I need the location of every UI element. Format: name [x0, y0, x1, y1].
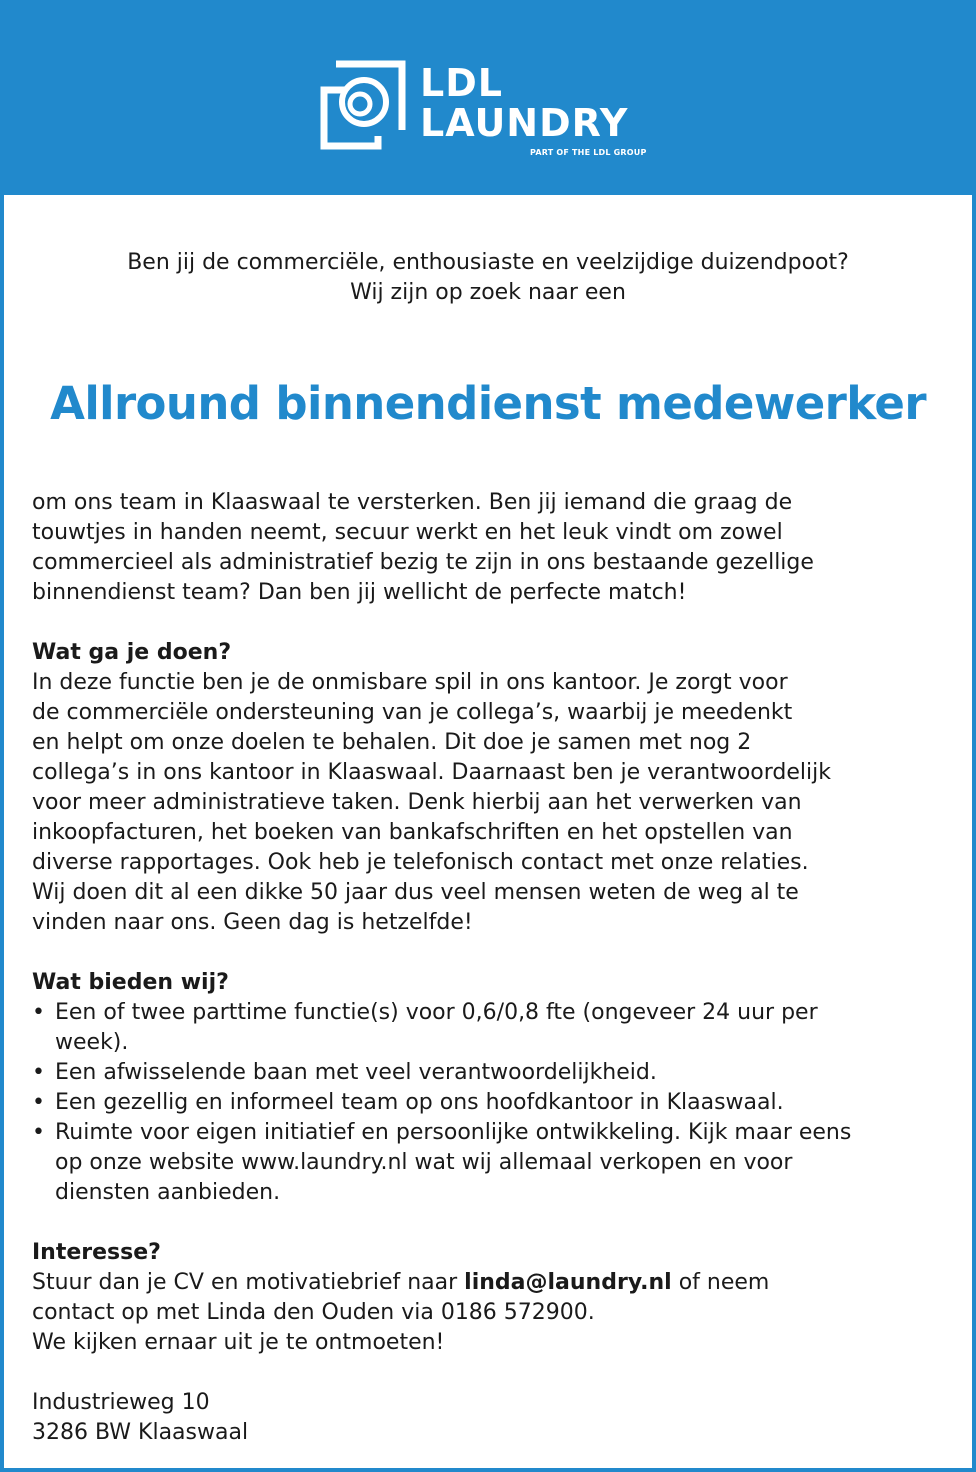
- spacer: [32, 938, 952, 968]
- interest-heading: Interesse?: [32, 1240, 161, 1265]
- vacancy-body: [32, 488, 952, 1448]
- spacer: [32, 1208, 952, 1238]
- intro-line-2: Wij zijn op zoek naar een: [350, 280, 626, 305]
- spacer: [32, 608, 952, 638]
- tasks-line: diverse rapportages. Ook heb je telefonisch contact met onze relaties.: [32, 850, 809, 875]
- interest-contact-line: contact op met Linda den Ouden via 0186 572900.: [32, 1300, 595, 1325]
- offer-item-line: op onze website www.laundry.nl wat wij allemaal verkopen en voor: [55, 1150, 793, 1175]
- email-address[interactable]: linda@laundry.nl: [464, 1270, 672, 1295]
- tasks-heading: Wat ga je doen?: [32, 640, 232, 665]
- offer-heading: Wat bieden wij?: [32, 970, 229, 995]
- interest-line-prefix: Stuur dan je CV en motivatiebrief naar: [32, 1270, 465, 1295]
- interest-line: [32, 1268, 952, 1298]
- tasks-line: de commerciële ondersteuning van je collega’s, waarbij je meedenkt: [32, 700, 793, 725]
- interest-section: [32, 1238, 952, 1358]
- offer-list-item: [32, 1118, 952, 1208]
- tasks-line: vinden naar ons. Geen dag is hetzelfde!: [32, 910, 473, 935]
- interest-line-suffix: of neem: [671, 1270, 770, 1295]
- header-banner: [0, 0, 976, 195]
- tasks-line: inkoopfacturen, het boeken van bankafschriften en het opstellen van: [32, 820, 793, 845]
- offer-item-line: Een afwisselende baan met veel verantwoordelijkheid.: [55, 1060, 657, 1085]
- bullet-icon: •: [32, 1090, 45, 1115]
- interest-closing-line: We kijken ernaar uit je te ontmoeten!: [32, 1330, 445, 1355]
- logo-tagline: PART OF THE LDL GROUP: [530, 148, 647, 157]
- description-paragraph: [32, 488, 952, 608]
- tasks-line: collega’s in ons kantoor in Klaaswaal. Daarnaast ben je verantwoordelijk: [32, 760, 831, 785]
- description-line: om ons team in Klaaswaal te versterken. Ben jij iemand die graag de: [32, 490, 793, 515]
- description-line: touwtjes in handen neemt, secuur werkt en het leuk vindt om zowel: [32, 520, 783, 545]
- intro-line-1: Ben jij de commerciële, enthousiaste en veelzijdige duizendpoot?: [127, 250, 849, 275]
- description-line: binnendienst team? Dan ben jij wellicht de perfecte match!: [32, 580, 687, 605]
- ldl-laundry-logo: [318, 60, 668, 160]
- offer-list: [32, 998, 952, 1208]
- logo-mark-icon: [318, 60, 410, 152]
- offer-item-line: Een gezellig en informeel team op ons hoofdkantoor in Klaaswaal.: [55, 1090, 784, 1115]
- address-city: 3286 BW Klaaswaal: [32, 1420, 249, 1445]
- offer-list-item: [32, 998, 952, 1058]
- address-street: Industrieweg 10: [32, 1390, 210, 1415]
- offer-item-line: week).: [55, 1030, 129, 1055]
- description-line: commercieel als administratief bezig te zijn in ons bestaande gezellige: [32, 550, 814, 575]
- bullet-icon: •: [32, 1060, 45, 1085]
- tasks-line: en helpt om onze doelen te behalen. Dit doe je samen met nog 2: [32, 730, 752, 755]
- address-block: [32, 1388, 952, 1448]
- logo-text-laundry: LAUNDRY: [420, 101, 629, 145]
- offer-list-item: [32, 1088, 952, 1118]
- bullet-icon: •: [32, 1120, 45, 1145]
- tasks-line: In deze functie ben je de onmisbare spil in ons kantoor. Je zorgt voor: [32, 670, 788, 695]
- tasks-line: Wij doen dit al een dikke 50 jaar dus veel mensen weten de weg al te: [32, 880, 799, 905]
- logo-text-ldl: LDL: [420, 61, 503, 105]
- offer-item-line: diensten aanbieden.: [55, 1180, 281, 1205]
- spacer: [32, 1358, 952, 1388]
- bullet-icon: •: [32, 1000, 45, 1025]
- job-title: Allround binnendienst medewerker: [50, 377, 926, 430]
- offer-section: [32, 968, 952, 1208]
- offer-item-line: Een of twee parttime functie(s) voor 0,6/0,8 fte (ongeveer 24 uur per: [55, 1000, 818, 1025]
- tasks-line: voor meer administratieve taken. Denk hierbij aan het verwerken van: [32, 790, 802, 815]
- tasks-section: [32, 638, 952, 938]
- intro-text: [4, 248, 972, 308]
- offer-list-item: [32, 1058, 952, 1088]
- offer-item-line: Ruimte voor eigen initiatief en persoonlijke ontwikkeling. Kijk maar eens: [55, 1120, 852, 1145]
